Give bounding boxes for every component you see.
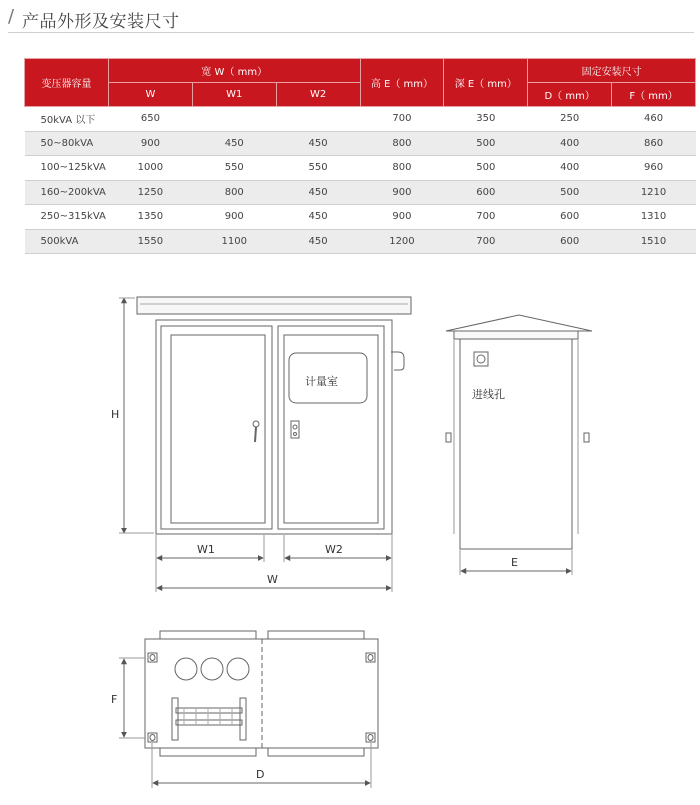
table-cell: 1510 bbox=[612, 229, 696, 254]
table-cell: 800 bbox=[192, 180, 276, 205]
table-cell: 600 bbox=[528, 229, 612, 254]
table-cell: 900 bbox=[108, 131, 192, 156]
front-right-door-frame bbox=[278, 326, 384, 529]
table-cell: 50kVA 以下 bbox=[25, 107, 109, 132]
right-door-lock-icon bbox=[291, 421, 299, 438]
mount-hole-bottom-right-icon bbox=[366, 733, 375, 742]
table-cell: 650 bbox=[108, 107, 192, 132]
table-cell: 1210 bbox=[612, 180, 696, 205]
front-left-door-panel bbox=[171, 335, 265, 523]
table-cell: 160~200kVA bbox=[25, 180, 109, 205]
page-title: 产品外形及安装尺寸 bbox=[22, 12, 180, 32]
table-cell: 1000 bbox=[108, 156, 192, 181]
th-depth: 深 E（ mm） bbox=[444, 59, 528, 107]
front-view bbox=[111, 297, 411, 592]
cable-hole-3-icon bbox=[227, 658, 249, 680]
left-door-handle-icon bbox=[253, 421, 259, 442]
mount-hole-bottom-left-icon bbox=[148, 733, 157, 742]
table-cell: 1100 bbox=[192, 229, 276, 254]
side-roof bbox=[446, 315, 592, 331]
th-width-group: 宽 W（ mm） bbox=[108, 59, 360, 83]
th-f: F（ mm） bbox=[612, 83, 696, 107]
table-cell: 50~80kVA bbox=[25, 131, 109, 156]
table-cell: 250 bbox=[528, 107, 612, 132]
side-vent-pipe-icon bbox=[391, 352, 404, 370]
table-cell: 1550 bbox=[108, 229, 192, 254]
table-cell: 700 bbox=[444, 205, 528, 230]
table-cell: 800 bbox=[360, 131, 444, 156]
dim-label-h: H bbox=[111, 408, 120, 421]
dim-label-w2: W2 bbox=[325, 543, 343, 556]
side-roof-eave bbox=[454, 331, 578, 339]
table-cell: 450 bbox=[276, 180, 360, 205]
base-top-flange-right bbox=[268, 631, 364, 639]
base-top-flange-left bbox=[160, 631, 256, 639]
base-view bbox=[111, 631, 378, 788]
mount-hole-top-right-icon bbox=[366, 653, 375, 662]
th-d: D（ mm） bbox=[528, 83, 612, 107]
table-cell: 500 bbox=[528, 180, 612, 205]
table-cell: 450 bbox=[276, 205, 360, 230]
table-cell: 1350 bbox=[108, 205, 192, 230]
table-cell: 600 bbox=[528, 205, 612, 230]
th-w2: W2 bbox=[276, 83, 360, 107]
table-cell: 900 bbox=[360, 205, 444, 230]
th-mount-group: 固定安装尺寸 bbox=[528, 59, 696, 83]
table-cell: 900 bbox=[192, 205, 276, 230]
table-cell: 500 bbox=[444, 131, 528, 156]
table-cell: 700 bbox=[444, 229, 528, 254]
table-cell: 450 bbox=[276, 131, 360, 156]
table-cell: 250~315kVA bbox=[25, 205, 109, 230]
table-cell: 860 bbox=[612, 131, 696, 156]
base-bottom-flange-right bbox=[268, 748, 364, 756]
dim-label-w: W bbox=[267, 573, 278, 586]
table-cell: 350 bbox=[444, 107, 528, 132]
heading-slash: / bbox=[8, 6, 15, 27]
side-cabinet-body bbox=[460, 339, 572, 549]
mount-hole-top-left-icon bbox=[148, 653, 157, 662]
table-cell: 450 bbox=[192, 131, 276, 156]
dim-label-f: F bbox=[111, 693, 118, 706]
cable-hole-1-icon bbox=[175, 658, 197, 680]
side-view bbox=[446, 315, 592, 575]
table-cell: 400 bbox=[528, 156, 612, 181]
table-cell: 460 bbox=[612, 107, 696, 132]
inlet-hole-label: 进线孔 bbox=[472, 388, 505, 401]
cable-hole-2-icon bbox=[201, 658, 223, 680]
table-cell: 1250 bbox=[108, 180, 192, 205]
table-cell: 550 bbox=[276, 156, 360, 181]
front-right-door-panel bbox=[284, 335, 378, 523]
table-cell: 100~125kVA bbox=[25, 156, 109, 181]
dim-label-e: E bbox=[511, 556, 518, 569]
th-capacity: 变压器容量 bbox=[25, 59, 109, 107]
side-right-hinge-icon bbox=[584, 433, 589, 442]
meter-room-label: 计量室 bbox=[305, 375, 338, 388]
front-roof bbox=[137, 297, 411, 314]
table-cell: 900 bbox=[360, 180, 444, 205]
front-cabinet-body bbox=[156, 320, 392, 534]
dim-label-d: D bbox=[256, 768, 265, 781]
table-cell: 700 bbox=[360, 107, 444, 132]
table-cell: 600 bbox=[444, 180, 528, 205]
table-cell: 500kVA bbox=[25, 229, 109, 254]
side-left-hinge-icon bbox=[446, 433, 451, 442]
table-cell: 400 bbox=[528, 131, 612, 156]
table-cell: 450 bbox=[276, 229, 360, 254]
th-w1: W1 bbox=[192, 83, 276, 107]
table-cell: 1200 bbox=[360, 229, 444, 254]
inlet-hole-icon bbox=[474, 352, 488, 366]
table-cell: 500 bbox=[444, 156, 528, 181]
dim-label-w1: W1 bbox=[197, 543, 215, 556]
table-cell: 1310 bbox=[612, 205, 696, 230]
th-w: W bbox=[108, 83, 192, 107]
table-cell: 960 bbox=[612, 156, 696, 181]
th-height: 高 E（ mm） bbox=[360, 59, 444, 107]
base-bottom-flange-left bbox=[160, 748, 256, 756]
table-cell: 800 bbox=[360, 156, 444, 181]
table-cell: 550 bbox=[192, 156, 276, 181]
busbar-rail-icon bbox=[172, 698, 246, 740]
